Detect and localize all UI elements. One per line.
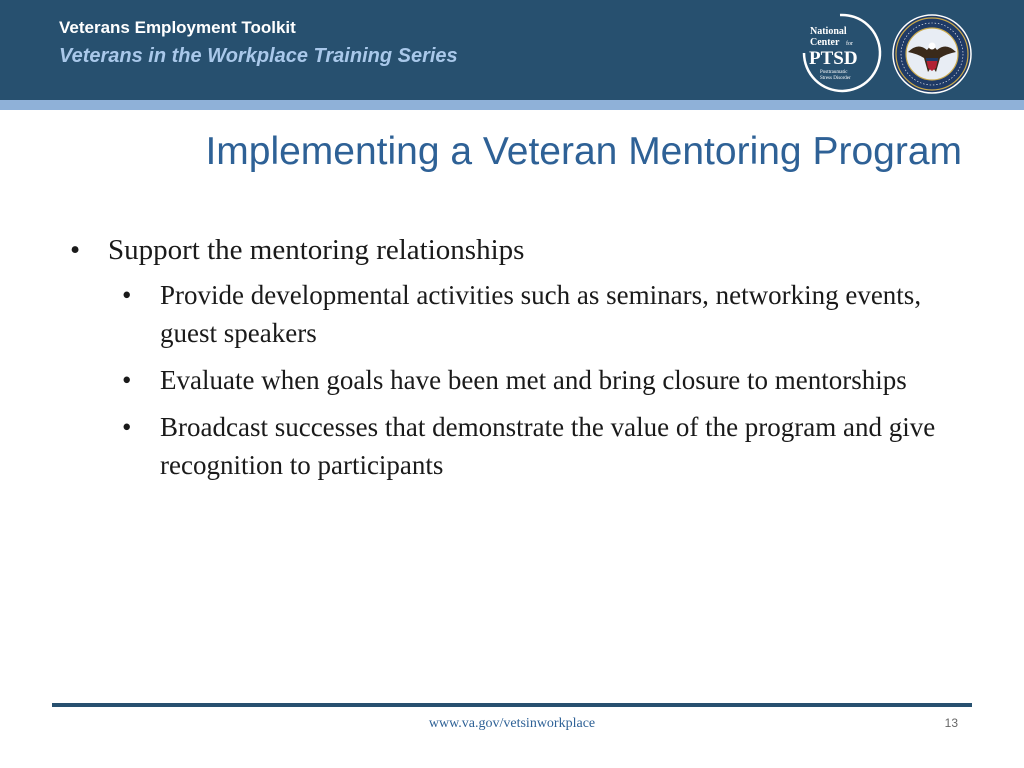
- header-banner: [0, 0, 1024, 100]
- ptsd-logo-ptsd: PTSD: [809, 48, 858, 69]
- ptsd-logo-national: National: [810, 26, 847, 37]
- footer-divider: [52, 703, 972, 707]
- toolkit-name: Veterans Employment Toolkit: [59, 18, 296, 37]
- series-name: Veterans in the Workplace Training Series: [59, 45, 458, 67]
- slide-title: Implementing a Veteran Mentoring Program: [205, 130, 962, 173]
- ptsd-logo-for: for: [846, 41, 853, 47]
- main-bullet: • Support the mentoring relationships: [70, 230, 970, 270]
- national-center-ptsd-logo: [796, 12, 882, 94]
- ptsd-logo-center: Center: [810, 37, 840, 48]
- sub-bullet: • Broadcast successes that demonstrate the value of the program and give recognition to participants: [122, 408, 960, 484]
- sub-bullet: • Evaluate when goals have been met and bring closure to mentorships: [122, 361, 960, 399]
- page-number: 13: [944, 716, 958, 730]
- slide-content: [70, 230, 970, 493]
- ptsd-logo-stress: Stress Disorder: [820, 76, 851, 81]
- footer-url: www.va.gov/vetsinworkplace: [428, 716, 596, 731]
- va-seal-icon: [892, 14, 972, 94]
- ptsd-logo-posttraumatic: Posttraumatic: [820, 70, 848, 75]
- sub-bullet: • Provide developmental activities such as seminars, networking events, guest speakers: [122, 276, 960, 352]
- header-accent-stripe: [0, 100, 1024, 110]
